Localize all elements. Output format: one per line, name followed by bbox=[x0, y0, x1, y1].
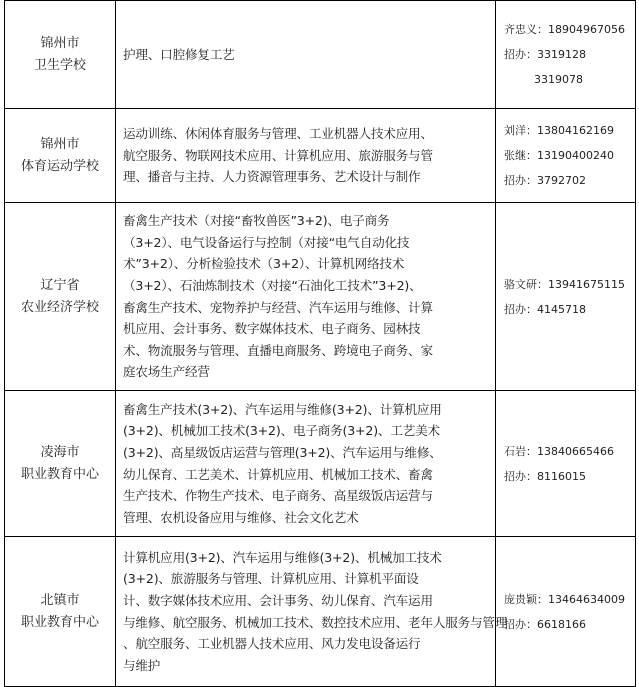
contact-line: 招办：6618166 bbox=[504, 617, 586, 631]
majors-line: 、航空服务、工业机器人技术应用、风力发电设备运行 bbox=[123, 636, 421, 652]
majors-line: 生产技术、作物生产技术、电子商务、高星级饭店运营与 bbox=[123, 488, 433, 504]
majors-cell bbox=[116, 109, 496, 203]
school-name-cell bbox=[5, 203, 116, 391]
contact-cell bbox=[496, 537, 636, 687]
majors-cell bbox=[116, 1, 496, 109]
school-name-cell bbox=[5, 109, 116, 203]
majors-line: 航空服务、物联网技术应用、计算机应用、旅游服务与管 bbox=[123, 147, 433, 163]
majors-line: 术”3+2）、分析检验技术（3+2）、计算机网络技术 bbox=[123, 256, 405, 272]
majors-line: 与维修、航空服务、机械加工技术、数控技术应用、老年人服务与管理 bbox=[123, 614, 508, 630]
school-name-cell bbox=[5, 1, 116, 109]
contact-line: 3319078 bbox=[534, 73, 583, 86]
majors-line: (3+2)、高星级饭店运营与管理(3+2)、汽车运用与维修、 bbox=[123, 444, 442, 460]
majors-line: 庭农场生产经营 bbox=[123, 364, 210, 380]
majors-line: 畜禽生产技术、宠物养护与经营、汽车运用与维修、计算 bbox=[123, 299, 433, 315]
table-row bbox=[5, 1, 636, 109]
contact-line: 刘洋：13804162169 bbox=[504, 124, 614, 137]
school-name-line: 锦州市 bbox=[40, 136, 80, 152]
majors-line: 术、物流服务与管理、直播电商服务、跨境电子商务、家 bbox=[123, 342, 433, 358]
contact-line: 招办：3792702 bbox=[504, 174, 586, 187]
school-name-line: 辽宁省 bbox=[40, 277, 80, 293]
contact-line: 石岩：13840665466 bbox=[504, 444, 614, 458]
majors-line: 机应用、会计事务、数字媒体技术、电子商务、园林技 bbox=[123, 321, 421, 337]
school-name-line: 卫生学校 bbox=[33, 57, 86, 73]
majors-line: （3+2）、电气设备运行与控制（对接“电气自动化技 bbox=[123, 234, 410, 250]
majors-line: 运动训练、休闲体育服务与管理、工业机器人技术应用、 bbox=[123, 126, 433, 142]
school-name-line: 锦州市 bbox=[40, 35, 80, 51]
table-row bbox=[5, 203, 636, 391]
contact-cell bbox=[496, 1, 636, 109]
majors-line: (3+2)、旅游服务与管理、计算机应用、计算机平面设 bbox=[123, 571, 419, 587]
school-name-line: 北镇市 bbox=[40, 592, 80, 608]
majors-line: (3+2)、机械加工技术(3+2)、电子商务(3+2)、工艺美术 bbox=[123, 423, 440, 439]
majors-line: 管理、农机设备应用与维修、社会文化艺术 bbox=[123, 509, 359, 525]
school-name-line: 职业教育中心 bbox=[20, 466, 99, 482]
contact-cell bbox=[496, 109, 636, 203]
school-name-line: 农业经济学校 bbox=[20, 299, 99, 315]
contact-line: 张继：13190400240 bbox=[504, 149, 614, 162]
majors-cell bbox=[116, 537, 508, 687]
majors-line: 护理、口腔修复工艺 bbox=[123, 46, 235, 62]
majors-line: 计、数字媒体技术应用、会计事务、幼儿保育、汽车运用 bbox=[123, 592, 433, 608]
table-row bbox=[5, 109, 636, 203]
contact-line: 招办：8116015 bbox=[504, 469, 586, 483]
majors-line: （3+2）、石油炼制技术（对接“石油化工技术”3+2)、 bbox=[123, 277, 422, 293]
school-name-line: 职业教育中心 bbox=[20, 614, 99, 630]
school-name-line: 凌海市 bbox=[40, 444, 80, 460]
contact-cell bbox=[496, 203, 636, 391]
table-row bbox=[5, 391, 636, 537]
contact-line: 招办：4145718 bbox=[504, 302, 586, 316]
school-name-cell bbox=[5, 537, 116, 687]
school-name-line: 体育运动学校 bbox=[20, 158, 99, 174]
majors-line: 畜禽生产技术（对接“畜牧兽医”3+2)、电子商务 bbox=[123, 213, 390, 229]
contact-cell bbox=[496, 391, 636, 537]
majors-line: 理、播音与主持、人力资源管理事务、艺术设计与制作 bbox=[123, 169, 421, 185]
school-table bbox=[4, 0, 636, 687]
contact-line: 招办：3319128 bbox=[504, 48, 586, 61]
contact-line: 庞贵颖：13464634009 bbox=[504, 592, 625, 606]
majors-line: 计算机应用(3+2)、汽车运用与维修(3+2)、机械加工技术 bbox=[123, 549, 442, 565]
contact-line: 齐忠义：18904967056 bbox=[504, 23, 625, 36]
majors-line: 畜禽生产技术(3+2)、汽车运用与维修(3+2)、计算机应用 bbox=[123, 401, 442, 417]
school-name-cell bbox=[5, 391, 116, 537]
majors-line: 与维护 bbox=[123, 657, 161, 673]
table-row bbox=[5, 537, 636, 687]
contact-line: 骆文研：13941675115 bbox=[504, 277, 625, 291]
majors-line: 幼儿保育、工艺美术、计算机应用、机械加工技术、畜禽 bbox=[123, 466, 433, 482]
majors-cell bbox=[116, 203, 496, 391]
majors-cell bbox=[116, 391, 496, 537]
